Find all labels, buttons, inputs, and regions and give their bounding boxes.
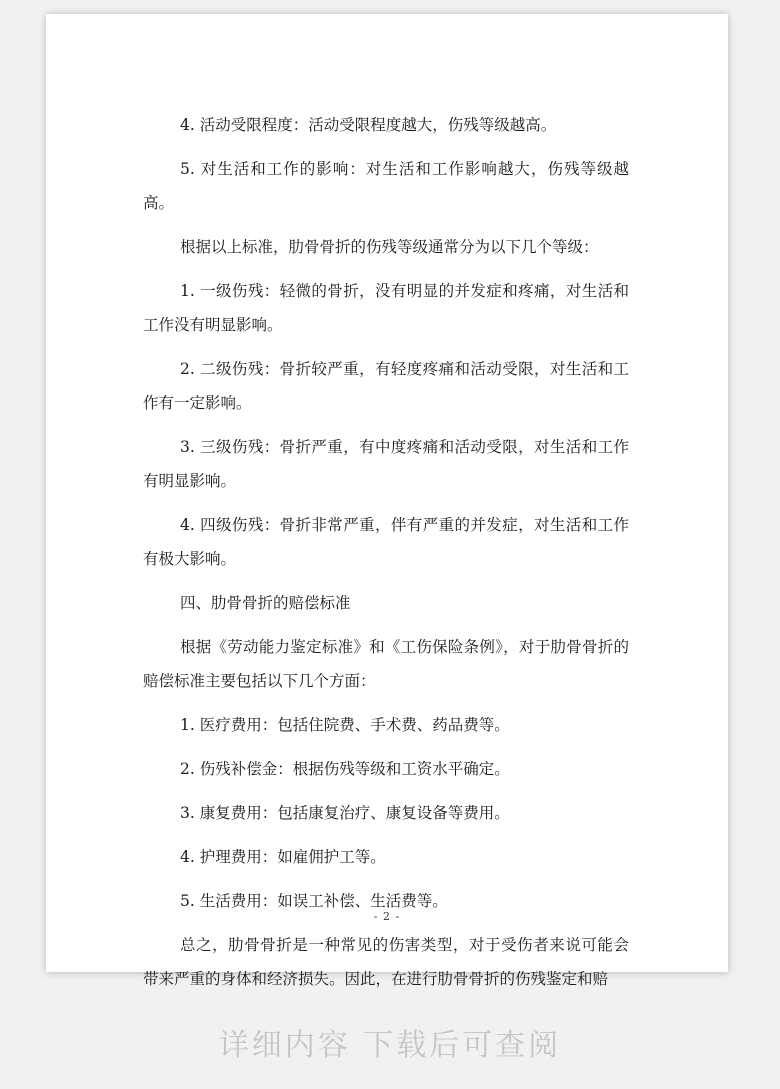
document-body (143, 108, 629, 1006)
section-heading: 四、肋骨骨折的赔偿标准 (180, 594, 351, 612)
paragraph: 2. 二级伤残：骨折较严重，有轻度疼痛和活动受限，对生活和工作有一定影响。 (143, 360, 629, 412)
paragraph: 总之，肋骨骨折是一种常见的伤害类型，对于受伤者来说可能会带来严重的身体和经济损失。因此，在进行肋骨骨折的伤残鉴定和赔 (143, 936, 629, 988)
paragraph: 4. 护理费用：如雇佣护工等。 (180, 848, 386, 866)
paragraph: 5. 对生活和工作的影响：对生活和工作影响越大，伤残等级越高。 (143, 160, 629, 212)
paragraph: 5. 生活费用：如误工补偿、生活费等。 (180, 892, 448, 910)
page-number: - 2 - (373, 910, 401, 923)
paragraph: 2. 伤残补偿金：根据伤残等级和工资水平确定。 (180, 760, 510, 778)
paragraph: 1. 一级伤残：轻微的骨折，没有明显的并发症和疼痛，对生活和工作没有明显影响。 (143, 282, 629, 334)
paragraph: 1. 医疗费用：包括住院费、手术费、药品费等。 (180, 716, 510, 734)
download-prompt: 详细内容 下载后可查阅 (218, 1028, 562, 1063)
paragraph: 4. 活动受限程度：活动受限程度越大，伤残等级越高。 (180, 116, 557, 134)
paragraph: 根据《劳动能力鉴定标准》和《工伤保险条例》，对于肋骨骨折的赔偿标准主要包括以下几个方面： (143, 638, 629, 690)
paragraph: 3. 三级伤残：骨折严重，有中度疼痛和活动受限，对生活和工作有明显影响。 (143, 438, 629, 490)
paragraph: 3. 康复费用：包括康复治疗、康复设备等费用。 (180, 804, 510, 822)
document-page (46, 14, 728, 988)
paragraph: 根据以上标准，肋骨骨折的伤残等级通常分为以下几个等级： (180, 238, 599, 256)
paragraph: 4. 四级伤残：骨折非常严重，伴有严重的并发症，对生活和工作有极大影响。 (143, 516, 629, 568)
